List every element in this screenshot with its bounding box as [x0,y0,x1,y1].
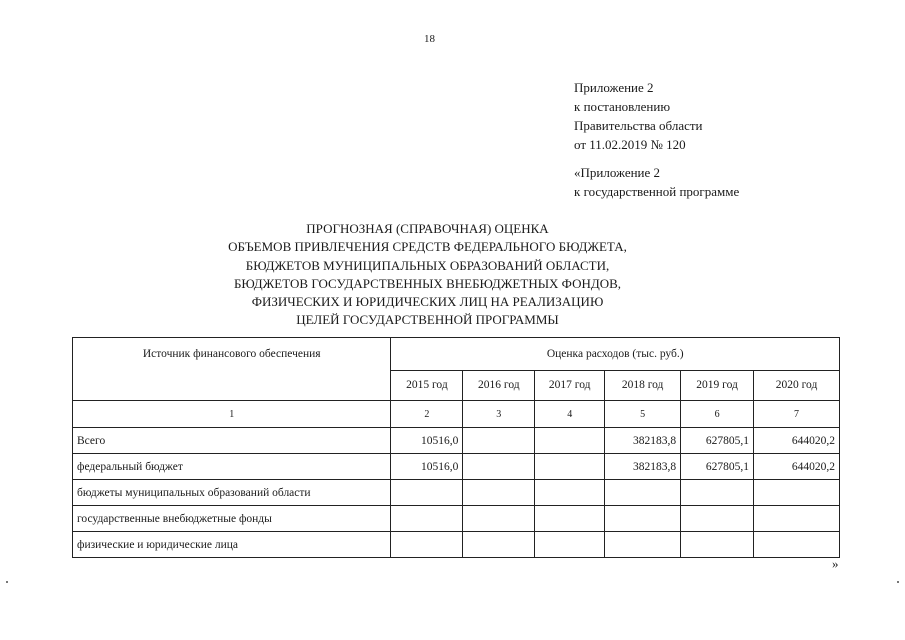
title-line: БЮДЖЕТОВ МУНИЦИПАЛЬНЫХ ОБРАЗОВАНИЙ ОБЛАСТИ, [245,257,610,273]
table-cell: 10516,0 [391,428,463,454]
title-line: БЮДЖЕТОВ ГОСУДАРСТВЕННЫХ ВНЕБЮДЖЕТНЫХ ФОНДОВ, [233,275,622,291]
column-number: 4 [535,401,605,428]
table-cell: 382183,8 [605,454,681,480]
document-title [150,220,705,330]
table-cell [605,506,681,532]
column-number: 2 [391,401,463,428]
annex-block [574,163,739,201]
scan-artifact [6,581,8,583]
year-header: 2018 год [605,370,681,400]
appendix-line: Правительства области [574,118,703,133]
row-label: физические и юридические лица [73,532,391,558]
appendix-block [574,78,703,154]
source-header: Источник финансового обеспечения [73,338,391,401]
title-line: ОБЪЕМОВ ПРИВЛЕЧЕНИЯ СРЕДСТВ ФЕДЕРАЛЬНОГО БЮДЖЕТА, [228,239,627,255]
appendix-line: к постановлению [574,99,671,114]
table-cell: 627805,1 [681,428,754,454]
table-cell [681,506,754,532]
table-cell [391,532,463,558]
appendix-line: Приложение 2 [574,80,654,95]
column-number: 1 [73,401,391,428]
year-header: 2016 год [463,370,535,400]
table-cell [463,532,535,558]
closing-quote: » [832,556,839,571]
table-cell [605,532,681,558]
column-number: 5 [605,401,681,428]
table-cell [754,506,840,532]
table-cell: 627805,1 [681,454,754,480]
table-cell: 10516,0 [391,454,463,480]
appendix-line: от 11.02.2019 № 120 [574,137,686,152]
year-header: 2017 год [535,370,605,400]
title-line: ПРОГНОЗНАЯ (СПРАВОЧНАЯ) ОЦЕНКА [306,221,549,236]
row-label: государственные внебюджетные фонды [73,506,391,532]
table-cell [681,532,754,558]
year-header: 2015 год [391,370,463,400]
row-label: Всего [73,428,391,454]
expenses-header: Оценка расходов (тыс. руб.) [391,338,840,371]
title-line: ЦЕЛЕЙ ГОСУДАРСТВЕННОЙ ПРОГРАММЫ [296,312,559,328]
table-cell [463,506,535,532]
table-cell [463,454,535,480]
table-row [73,480,840,506]
table-cell [463,480,535,506]
table-cell: 644020,2 [754,454,840,480]
table-row [73,428,840,454]
column-number: 3 [463,401,535,428]
annex-line: к государственной программе [574,184,740,199]
annex-line: «Приложение 2 [574,165,661,180]
table-cell [535,532,605,558]
table-cell: 382183,8 [605,428,681,454]
table-cell [754,532,840,558]
table-cell: 644020,2 [754,428,840,454]
row-label: бюджеты муниципальных образований области [73,480,391,506]
year-header: 2019 год [681,370,754,400]
table-cell [391,506,463,532]
row-label: федеральный бюджет [73,454,391,480]
table-cell [754,480,840,506]
title-line: ФИЗИЧЕСКИХ И ЮРИДИЧЕСКИХ ЛИЦ НА РЕАЛИЗАЦИЮ [251,294,604,310]
table-cell [605,480,681,506]
year-header: 2020 год [754,370,840,400]
table-cell [463,428,535,454]
table-row [73,454,840,480]
table-cell [681,480,754,506]
table-cell [535,428,605,454]
table-cell [535,480,605,506]
funding-table [72,337,840,558]
table-row [73,532,840,558]
scan-artifact [897,581,899,583]
column-number: 7 [754,401,840,428]
table-cell [535,454,605,480]
column-number: 6 [681,401,754,428]
table-cell [391,480,463,506]
page-number: 18 [424,33,435,45]
table-cell [535,506,605,532]
table-row [73,506,840,532]
